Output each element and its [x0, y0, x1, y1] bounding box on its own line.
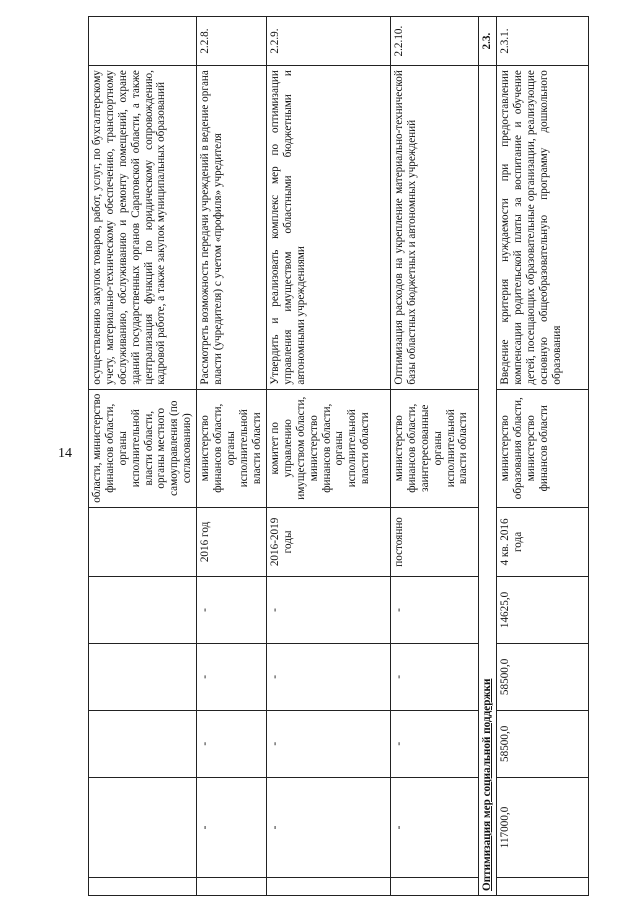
item-number: 2.2.8. [197, 17, 267, 66]
item-number: 2.2.10. [391, 17, 479, 66]
table-row: 117000,0 58500,0 58500,0 14625,0 4 кв. 2016 года министерство образования области, министерство финансов области Введение критерия нуждаемости при предоставлении компенсации родительской платы за воспитание и обучение детей, посещающих образовательные организации, реализующие основную общеобразовательную программу дошкольного образования 2.3.1. [497, 17, 589, 896]
executor-cell: министерство финансов области, органы исполнительной власти области [197, 389, 267, 507]
action-cell: Утвердить и реализовать комплекс мер по оптимизации управления имуществом областными бюджетными и автономными учреждениями [267, 66, 391, 389]
rotated-table-frame [88, 16, 640, 896]
section-number: 2.3. [479, 17, 497, 66]
executor-cell: министерство образования области, министерство финансов области [497, 389, 589, 507]
item-number: 2.2.9. [267, 17, 391, 66]
term-cell: постоянно [391, 507, 479, 576]
term-cell: 2016 год [197, 507, 267, 576]
table-row: - - - - 2016 год министерство финансов области, органы исполнительной власти области Рассмотреть возможность передачи учреждений в ведение органа власти (учредителя) с учетом «профиля» учредителя 2.2.8. [197, 17, 267, 896]
executor-cell: области, министерство финансов области, органы исполнительной власти области, органы местного самоуправления (по согласованию) [89, 389, 197, 507]
term-cell: 4 кв. 2016 года [497, 507, 589, 576]
section-title: Оптимизация мер социальной поддержки [481, 678, 493, 891]
measures-table [88, 16, 589, 896]
table-row [89, 17, 197, 896]
action-cell: Оптимизация расходов на укрепление материально-технической базы областных бюджетных и автономных учреждений [391, 66, 479, 389]
action-cell: Введение критерия нуждаемости при предоставлении компенсации родительской платы за воспитание и обучение детей, посещающих образовательные организации, реализующие основную общеобразовательную программу дошкольного образования [497, 66, 589, 389]
table-row: - - - - постоянно министерство финансов области, заинтересованные органы исполнительной власти области Оптимизация расходов на укрепление материально-технической базы областных бюджетных и автономных учреждений 2.2.10. [391, 17, 479, 896]
table-row: - - - - 2016-2019 годы комитет по управлению имуществом области, министерство финансов области, органы исполнительной власти области Утвердить и реализовать комплекс мер по оптимизации управления имуществом областными бюджетными и автономными учреждениями 2.2.9. [267, 17, 391, 896]
section-row [479, 17, 497, 896]
item-number: 2.3.1. [497, 17, 589, 66]
action-cell: осуществлению закупок товаров, работ, услуг, по бухгалтерскому учету, материально-техническому обеспечению, транспортному обслуживанию, обслуживанию и ремонту помещений, охране зданий государственных органов Саратовской области, а также централизация функций по юридическому сопровождению, кадровой работе, а также закупок муниципальных образований [89, 66, 197, 389]
page-number: 14 [58, 446, 72, 461]
term-cell: 2016-2019 годы [267, 507, 391, 576]
executor-cell: комитет по управлению имуществом области, министерство финансов области, органы исполнительной власти области [267, 389, 391, 507]
executor-cell: министерство финансов области, заинтересованные органы исполнительной власти области [391, 389, 479, 507]
action-cell: Рассмотреть возможность передачи учреждений в ведение органа власти (учредителя) с учетом «профиля» учредителя [197, 66, 267, 389]
table-wrapper [88, 16, 640, 896]
